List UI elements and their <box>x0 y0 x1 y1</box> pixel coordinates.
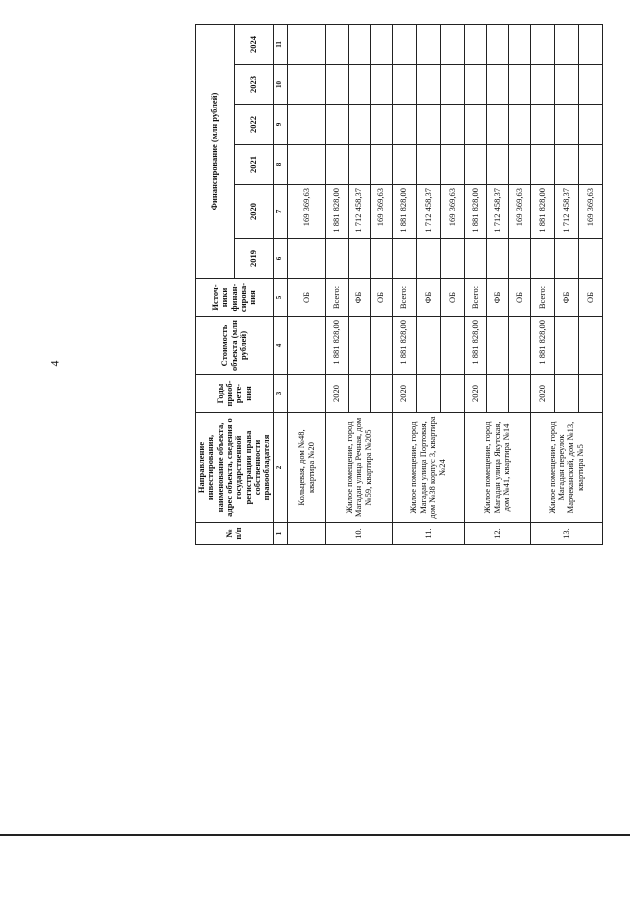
value-2020: 1 881 828,00 <box>464 185 486 239</box>
object-name: Жилое помещение, город Магадан переулок Марчеканский, дом №13, квартира №5 <box>530 413 602 523</box>
column-numbers-row <box>273 24 287 544</box>
object-cost: 1 881 828,00 <box>392 317 416 375</box>
value-2020: 169 369,63 <box>578 185 602 239</box>
value-2020: 1 881 828,00 <box>392 185 416 239</box>
header-row-1 <box>196 24 235 544</box>
value-2020: 1 881 828,00 <box>326 185 348 239</box>
source-cell: ОБ <box>508 279 530 317</box>
acq-year: 2020 <box>530 375 554 413</box>
header-sources: Источ- ники финан- сирова- ния <box>196 279 274 317</box>
col-number: 2 <box>273 413 287 523</box>
object-name: Жилое помещение, город Магадан улица Портовая, дом №38 корпус 3, квартира №24 <box>392 413 464 523</box>
row-number: 13. <box>530 523 602 545</box>
object-cost: 1 881 828,00 <box>326 317 348 375</box>
table-row <box>530 24 554 544</box>
header-no: № п/п <box>196 523 274 545</box>
col-number: 9 <box>273 105 287 145</box>
object-name: Кольцевая, дом №48, квартира №20 <box>287 413 326 523</box>
table-row-carry <box>287 24 326 544</box>
value-2020: 169 369,63 <box>440 185 464 239</box>
source-cell: Всего: <box>392 279 416 317</box>
source-cell: ФБ <box>416 279 440 317</box>
source-cell: Всего: <box>326 279 348 317</box>
value-2020: 1 881 828,00 <box>530 185 554 239</box>
table-row <box>326 24 348 544</box>
value-2020: 1 712 458,37 <box>416 185 440 239</box>
source-cell: ОБ <box>370 279 392 317</box>
value-2020: 1 712 458,37 <box>348 185 370 239</box>
object-name: Жилое помещение, город Магадан улица Якутская, дом №41, квартира №14 <box>464 413 530 523</box>
rotated-table-wrapper <box>195 25 595 545</box>
header-years: Годы приоб- рете- ния <box>196 375 274 413</box>
value-2020: 1 712 458,37 <box>554 185 578 239</box>
value-2020: 169 369,63 <box>370 185 392 239</box>
source-cell: ОБ <box>287 279 326 317</box>
header-2020: 2020 <box>234 185 273 239</box>
value-2020: 169 369,63 <box>287 185 326 239</box>
col-number: 11 <box>273 24 287 64</box>
header-2019: 2019 <box>234 239 273 279</box>
acq-year: 2020 <box>464 375 486 413</box>
source-cell: ФБ <box>486 279 508 317</box>
col-number: 7 <box>273 185 287 239</box>
col-number: 3 <box>273 375 287 413</box>
col-number: 6 <box>273 239 287 279</box>
object-name: Жилое помещение, город Магадан улица Речная, дом №59, квартира №205 <box>326 413 392 523</box>
col-number: 4 <box>273 317 287 375</box>
object-cost: 1 881 828,00 <box>530 317 554 375</box>
header-cost: Стоимость объекта (млн рублей) <box>196 317 274 375</box>
header-2022: 2022 <box>234 105 273 145</box>
source-cell: ФБ <box>554 279 578 317</box>
source-cell: ОБ <box>440 279 464 317</box>
source-cell: Всего: <box>464 279 486 317</box>
header-2023: 2023 <box>234 65 273 105</box>
financing-table <box>195 24 603 545</box>
object-cost: 1 881 828,00 <box>464 317 486 375</box>
value-2020: 1 712 458,37 <box>486 185 508 239</box>
page-number: 4 <box>47 360 62 367</box>
horizontal-rule <box>0 834 630 836</box>
header-2021: 2021 <box>234 145 273 185</box>
row-number: 10. <box>326 523 392 545</box>
col-number: 1 <box>273 523 287 545</box>
col-number: 8 <box>273 145 287 185</box>
source-cell: Всего: <box>530 279 554 317</box>
col-number: 10 <box>273 65 287 105</box>
header-2024: 2024 <box>234 24 273 64</box>
acq-year: 2020 <box>392 375 416 413</box>
table-row <box>392 24 416 544</box>
row-number: 11. <box>392 523 464 545</box>
header-direction: Направление инвестирования, наименование объекта, адрес объекта, сведения о государственной регистрации права собственности правообладателя <box>196 413 274 523</box>
value-2020: 169 369,63 <box>508 185 530 239</box>
acq-year: 2020 <box>326 375 348 413</box>
source-cell: ОБ <box>578 279 602 317</box>
table-row <box>464 24 486 544</box>
source-cell: ФБ <box>348 279 370 317</box>
row-number: 12. <box>464 523 530 545</box>
col-number: 5 <box>273 279 287 317</box>
header-financing: Финансирование (млн рублей) <box>196 24 235 278</box>
